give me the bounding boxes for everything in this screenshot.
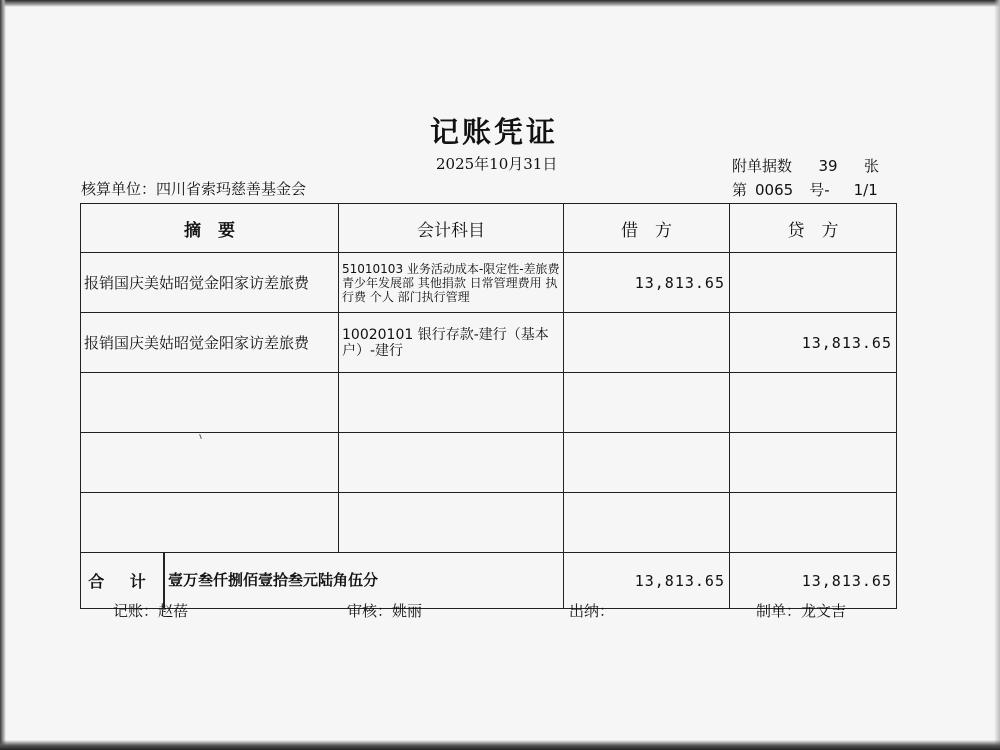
total-debit: 13,813.65 — [564, 553, 730, 609]
scan-edge-right — [994, 0, 1000, 750]
reviewer-label: 审核： — [347, 602, 393, 620]
accounting-unit — [81, 178, 306, 199]
voucher-suffix: 号- — [809, 181, 830, 199]
header-summary: 摘 要 — [81, 204, 339, 253]
attachments-info — [732, 155, 879, 176]
table-row — [81, 493, 897, 553]
row-account — [339, 433, 564, 493]
row-credit: 13,813.65 — [730, 313, 897, 373]
ledger-table — [80, 203, 897, 609]
footer-reviewer — [347, 600, 422, 621]
row-summary: 报销国庆美姑昭觉金阳家访差旅费 — [81, 313, 339, 373]
row-debit: 13,813.65 — [564, 253, 730, 313]
voucher-prefix: 第 — [732, 181, 748, 199]
attachments-unit: 张 — [864, 157, 880, 175]
row-account: 51010103 业务活动成本-限定性-差旅费 青少年发展部 其他捐款 日常管理费用 执行费 个人 部门执行管理 — [339, 253, 564, 313]
voucher-number — [732, 179, 878, 200]
ledger-header-row — [81, 204, 897, 253]
table-row — [81, 253, 897, 313]
row-account — [339, 493, 564, 553]
voucher-page: 1/1 — [853, 181, 878, 199]
row-credit — [730, 253, 897, 313]
footer-cashier — [569, 600, 614, 621]
footer-bookkeeper — [113, 600, 188, 621]
bookkeeper-name: 赵蓓 — [158, 602, 189, 620]
bookkeeper-label: 记账： — [113, 602, 159, 620]
reviewer-name: 姚丽 — [392, 602, 423, 620]
header-credit: 贷 方 — [730, 204, 897, 253]
row-summary: 报销国庆美姑昭觉金阳家访差旅费 — [81, 253, 339, 313]
row-debit — [564, 373, 730, 433]
row-credit — [730, 373, 897, 433]
header-debit: 借 方 — [564, 204, 730, 253]
row-credit — [730, 433, 897, 493]
voucher-date: 2025年10月31日 — [436, 155, 558, 173]
footer-preparer — [756, 600, 846, 621]
header-account: 会计科目 — [339, 204, 564, 253]
row-summary — [81, 433, 339, 493]
voucher-number-value: 0065 — [755, 181, 794, 199]
cashier-label: 出纳： — [569, 602, 615, 620]
total-credit: 13,813.65 — [730, 553, 897, 609]
scan-edge-top — [0, 0, 1000, 7]
unit-label: 核算单位： — [81, 180, 157, 198]
row-summary — [81, 373, 339, 433]
total-label: 合 计 — [88, 572, 156, 591]
attachments-label: 附单据数 — [732, 157, 793, 175]
table-row — [81, 313, 897, 373]
row-account — [339, 373, 564, 433]
row-credit — [730, 493, 897, 553]
scan-edge-bottom — [0, 740, 1000, 750]
row-summary — [81, 493, 339, 553]
preparer-name: 龙文吉 — [801, 602, 847, 620]
preparer-label: 制单： — [756, 602, 802, 620]
row-account: 10020101 银行存款-建行（基本户）-建行 — [339, 313, 564, 373]
voucher-title: 记账凭证 — [429, 115, 558, 149]
row-debit — [564, 313, 730, 373]
unit-name: 四川省索玛慈善基金会 — [156, 180, 307, 198]
attachments-count: 39 — [818, 157, 838, 175]
table-row — [81, 433, 897, 493]
row-debit — [564, 433, 730, 493]
total-amount-words: 壹万叁仟捌佰壹拾叁元陆角伍分 — [163, 553, 563, 608]
row-debit — [564, 493, 730, 553]
table-row — [81, 373, 897, 433]
